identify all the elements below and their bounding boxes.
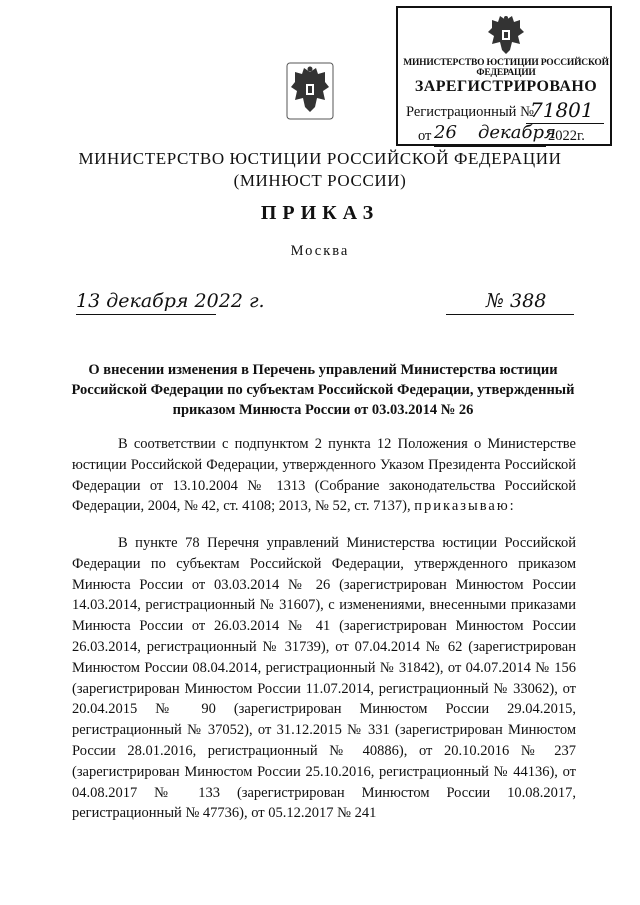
stamp-date-day: 26: [434, 122, 457, 143]
stamp-date-underline: [434, 146, 546, 147]
stamp-registered-text: ЗАРЕГИСТРИРОВАНО: [414, 78, 598, 95]
paragraph-1-command: приказываю:: [414, 498, 516, 515]
city: Москва: [290, 243, 350, 259]
paragraph-1-text: В соответствии с подпунктом 2 пункта 12 Положения о Министерстве юстиции Российской Федерации, утвержденного Указом Президента Российской Федерации от 13.10.2004 № 1313 (Собрание законодательства Российской Федерации, 2004, № 42, ст. 4108; 2013, № 52, ст. 7137),: [72, 436, 576, 515]
document-type: ПРИКАЗ: [260, 202, 380, 224]
order-date-underline: [76, 314, 216, 315]
order-number-underline: [446, 314, 574, 315]
stamp-date-month: декабря: [478, 122, 556, 143]
stamp-reg-number: 71801: [530, 98, 594, 122]
coat-of-arms-icon: [286, 62, 334, 120]
coat-of-arms-icon: [486, 14, 526, 56]
ministry-heading-line2: (МИНЮСТ РОССИИ): [233, 171, 407, 190]
stamp-date-year: 2022г.: [548, 128, 585, 144]
order-number: № 388: [486, 290, 547, 312]
stamp-ministry-text: МИНИСТЕРСТВО ЮСТИЦИИ РОССИЙСКОЙ ФЕДЕРАЦИИ: [403, 58, 609, 78]
stamp-reg-label: Регистрационный №: [406, 104, 534, 120]
order-title: О внесении изменения в Перечень управлений Министерства юстиции Российской Федерации по субъектам Российской Федерации, утвержденный приказом Минюста России от 03.03.2014 № 26: [71, 362, 575, 418]
order-date: 13 декабря 2022 г.: [76, 290, 265, 312]
stamp-date-prefix: от: [418, 128, 432, 144]
registration-stamp: [396, 6, 612, 146]
ministry-heading-line1: МИНИСТЕРСТВО ЮСТИЦИИ РОССИЙСКОЙ ФЕДЕРАЦИИ: [78, 149, 562, 168]
ministry-heading: [0, 148, 640, 192]
body-paragraph-1: [72, 434, 576, 517]
body-paragraph-2: В пункте 78 Перечня управлений Министерства юстиции Российской Федерации по субъектам Российской Федерации, утвержденного приказом Минюста России от 03.03.2014 № 26 (зарегистрирован Минюстом России 14.03.2014, регистрационный № 31607), с изменениями, внесенными приказами Минюста России от 26.03.2014 № 41 (зарегистрирован Минюстом России 26.03.2014, регистрационный № 31739), от 07.04.2014 № 62 (зарегистрирован Минюстом России 08.04.2014, регистрационный № 31842), от 04.07.2014 № 156 (зарегистрирован Минюстом России 11.07.2014, регистрационный № 33062), от 20.04.2015 № 90 (зарегистрирован Минюстом России 29.04.2015, регистрационный № 37052), от 31.12.2015 № 331 (зарегистрирован Минюстом России 28.01.2016, регистрационный № 40886), от 20.10.2016 № 237 (зарегистрирован Минюстом России 25.10.2016, регистрационный № 44136), от 04.08.2017 № 133 (зарегистрирован Минюстом России 10.08.2017, регистрационный № 47736), от 05.12.2017 № 241: [72, 535, 576, 822]
